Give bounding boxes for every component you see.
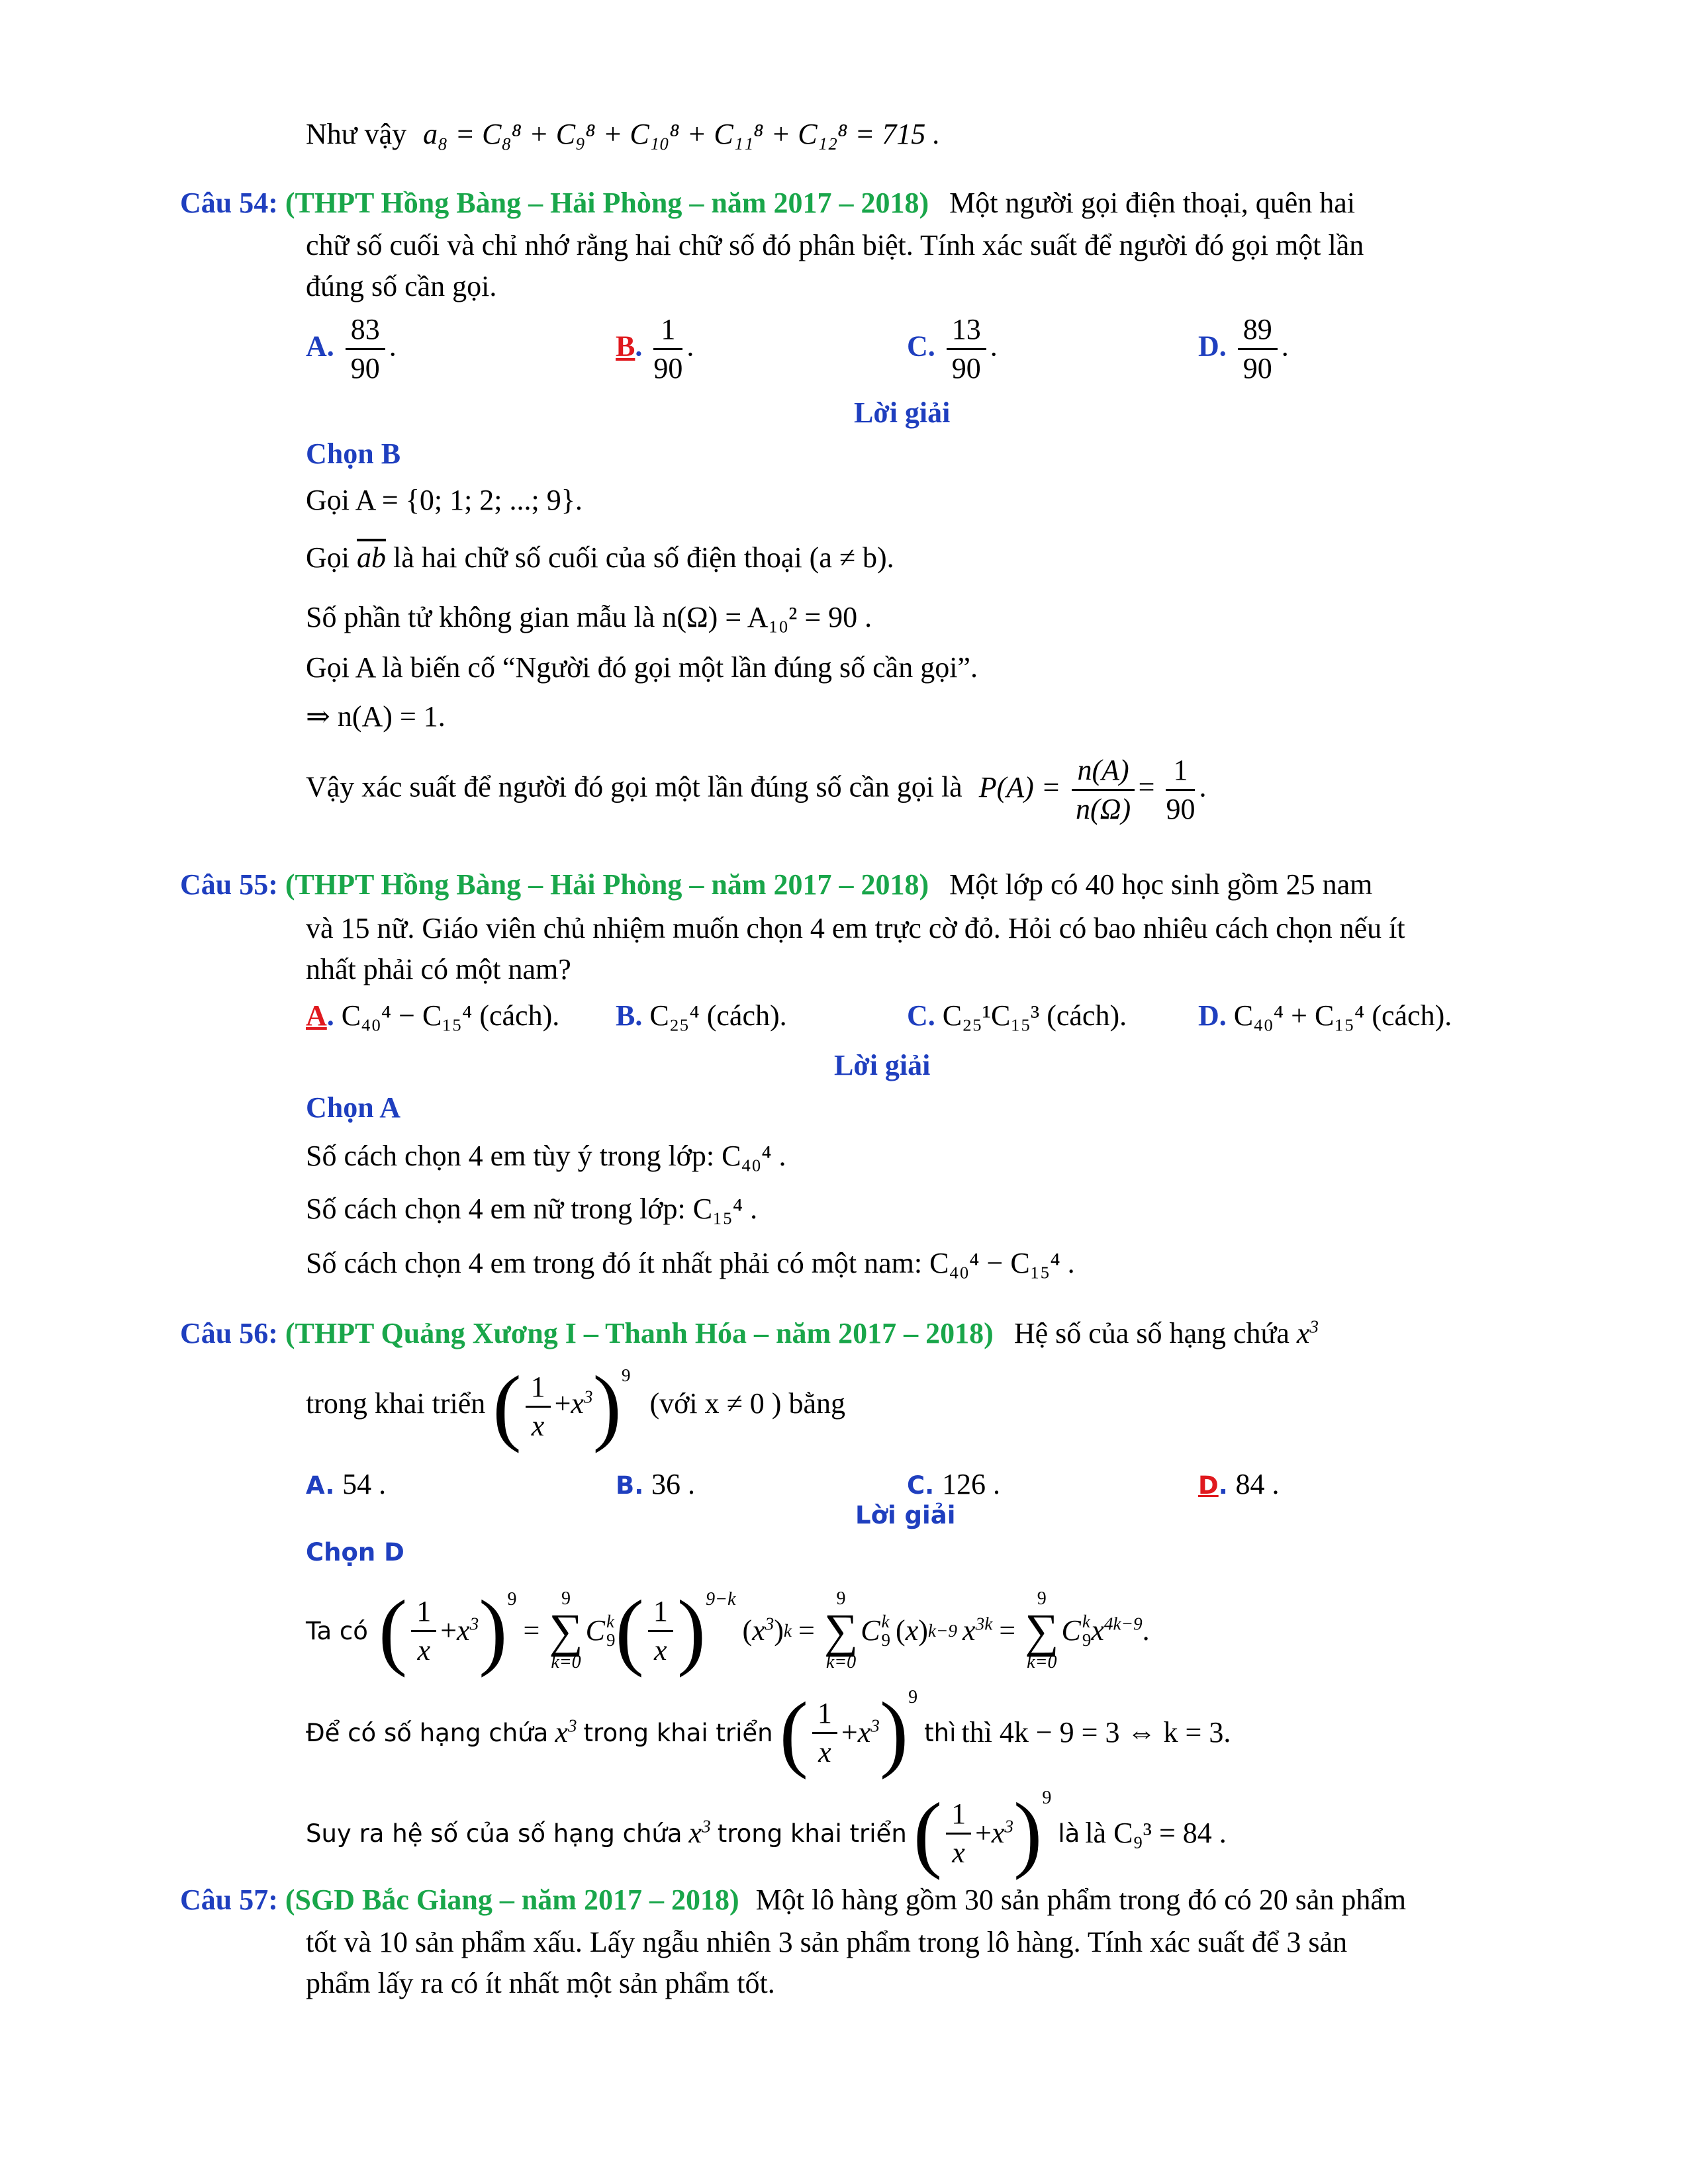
q55-text-line3: nhất phải có một nam? [306, 953, 571, 985]
fraction: $\frac{1}{90}$ [1166, 752, 1195, 828]
q54-header [180, 183, 1355, 224]
q56-label: Câu 56: [180, 1317, 278, 1349]
q54-sol1: Gọi A = {0; 1; 2; ...; 9}. [306, 484, 583, 516]
q54-text-line2: chữ số cuối và chỉ nhớ rằng hai chữ số đó phân biệt. Tính xác suất để người đó gọi một lần [306, 229, 1364, 261]
intro-line [306, 114, 940, 155]
q56-text-line1: Hệ số của số hạng chứa [1013, 1317, 1289, 1349]
q57-source: (SGD Bắc Giang – năm 2017 – 2018) [285, 1884, 739, 1916]
q55-text-line1: Một lớp có 40 học sinh gồm 25 nam [949, 868, 1373, 901]
q55-header [180, 864, 1372, 905]
q55-option-a[interactable]: A. C₄₀⁴ − C₁₅⁴ (cách). [306, 999, 560, 1032]
q57-text-line3: phẩm lấy ra có ít nhất một sản phẩm tốt. [306, 1967, 775, 1999]
fraction: $\frac{83}{90}$ [346, 311, 385, 387]
q56-option-c[interactable]: C. 126 . [907, 1468, 1000, 1500]
q55-sol1: Số cách chọn 4 em tùy ý trong lớp: C₄₀⁴ . [306, 1140, 786, 1172]
q55-text-line2: và 15 nữ. Giáo viên chủ nhiệm muốn chọn 4 em trực cờ đỏ. Hỏi có bao nhiêu cách chọn nếu ít [306, 912, 1405, 944]
q55-sol2: Số cách chọn 4 em nữ trong lớp: C₁₅⁴ . [306, 1193, 758, 1225]
q57-header [180, 1880, 1406, 1921]
q54-sol5: ⇒ n(A) = 1. [306, 700, 445, 733]
fraction: $\frac{n(A)}{n(\Omega)}$ [1072, 752, 1134, 828]
q55-loigiai: Lời giải [834, 1049, 931, 1081]
q56-text-line2: trong khai triển ( $\frac{1}{x}$ $+x^3)^9$ (với x ≠ 0 ) bằng [306, 1359, 845, 1454]
fraction: $\frac{89}{90}$ [1238, 311, 1278, 387]
q55-option-d[interactable]: D. C₄₀⁴ + C₁₅⁴ (cách). [1198, 999, 1452, 1032]
q55-label: Câu 55: [180, 868, 278, 901]
q54-chon: Chọn B [306, 437, 401, 470]
q56-chon: Chọn D [306, 1538, 404, 1567]
q55-sol3: Số cách chọn 4 em trong đó ít nhất phải có một nam: C₄₀⁴ − C₁₅⁴ . [306, 1247, 1075, 1279]
q54-sol3: Số phần tử không gian mẫu là n(Ω) = A₁₀² = 90 . [306, 601, 872, 633]
q57-label: Câu 57: [180, 1884, 278, 1916]
q54-option-a[interactable]: A. $\frac{83}{90}$ . [306, 311, 397, 387]
intro-formula: a₈ = C₈⁸ + C₉⁸ + C₁₀⁸ + C₁₁⁸ + C₁₂⁸ = 715 . [423, 118, 941, 150]
q54-option-b[interactable]: B. $\frac{1}{90}$ . [616, 311, 694, 387]
q56-option-d[interactable]: D. 84 . [1198, 1468, 1280, 1500]
q56-option-b[interactable]: B. 36 . [616, 1468, 696, 1500]
q56-sol2: Để có số hạng chứa $x^3$ trong khai triển ( $\frac{1}{x}$ + $x^3$ ) 9 thì thì 4k − 9 = 3 ⇔ k = 3. [306, 1685, 1231, 1780]
q54-text-line1: Một người gọi điện thoại, quên hai [949, 187, 1356, 219]
fraction: $\frac{1}{90}$ [653, 311, 682, 387]
q54-option-c[interactable]: C. $\frac{13}{90}$ . [907, 311, 998, 387]
q55-option-c[interactable]: C. C₂₅¹C₁₅³ (cách). [907, 999, 1127, 1032]
q56-loigiai: Lời giải [855, 1501, 956, 1529]
q54-sol4: Gọi A là biến cố “Người đó gọi một lần đúng số cần gọi”. [306, 651, 978, 684]
q57-text-line1: Một lô hàng gồm 30 sản phẩm trong đó có 20 sản phẩm [755, 1884, 1407, 1916]
q57-text-line2: tốt và 10 sản phẩm xấu. Lấy ngẫu nhiên 3 sản phẩm trong lô hàng. Tính xác suất để 3 sản [306, 1926, 1348, 1958]
q55-source: (THPT Hồng Bàng – Hải Phòng – năm 2017 – 2018) [285, 868, 929, 901]
q54-loigiai: Lời giải [854, 396, 951, 429]
expansion-formula: ( $\frac{1}{x}$ + $x^3$ ) 9 = 9 ∑ k=0 C k 9 ( $\frac{1}{x}$ ) 9−k ( $x^3$ ) k = 9 ∑ k=0 C k 9 ( x ) k−9 $x^{3k}$ = 9 ∑ k=0 C k 9 $x^{4k-9}$ . [378, 1583, 1150, 1678]
q54-label: Câu 54: [180, 187, 278, 219]
q54-option-d[interactable]: D. $\frac{89}{90}$ . [1198, 311, 1289, 387]
q56-source: (THPT Quảng Xương I – Thanh Hóa – năm 2017 – 2018) [285, 1317, 994, 1349]
q54-sol2: Gọi $\overline{ab}$ là hai chữ số cuối của số điện thoại (a ≠ b). [306, 541, 894, 574]
q54-sol6: Vậy xác suất để người đó gọi một lần đúng số cần gọi là P(A) = $\frac{n(A)}{n(\Omega)}$ = $\frac{1}{90}$ . [306, 752, 1206, 828]
fraction: $\frac{1}{x}$ [526, 1369, 551, 1445]
q55-option-b[interactable]: B. C₂₅⁴ (cách). [616, 999, 787, 1032]
q54-text-line3: đúng số cần gọi. [306, 270, 497, 302]
q56-option-a[interactable]: A. 54 . [306, 1468, 387, 1500]
q56-sol1: Ta có ( $\frac{1}{x}$ + $x^3$ ) 9 = 9 ∑ k=0 C k 9 ( $\frac{1}{x}$ ) 9−k ( $x^3$ ) k = 9 ∑ k=0 C k 9 ( x ) k−9 $x^{3k}$ = 9 ∑ k=0 C k 9 $x^{4k-9}$ . [306, 1583, 1150, 1678]
intro-prefix: Như vậy [306, 118, 407, 150]
fraction: $\frac{13}{90}$ [947, 311, 986, 387]
q56-sol3: Suy ra hệ số của số hạng chứa $x^3$ trong khai triển ( $\frac{1}{x}$ + $x^3$ ) 9 là là C₉³ = 84 . [306, 1786, 1227, 1881]
q56-header: Câu 56: (THPT Quảng Xương I – Thanh Hóa – năm 2017 – 2018) Hệ số của số hạng chứa $x^3$ [180, 1316, 1319, 1349]
q55-chon: Chọn A [306, 1091, 401, 1124]
q54-source: (THPT Hồng Bàng – Hải Phòng – năm 2017 – 2018) [285, 187, 929, 219]
